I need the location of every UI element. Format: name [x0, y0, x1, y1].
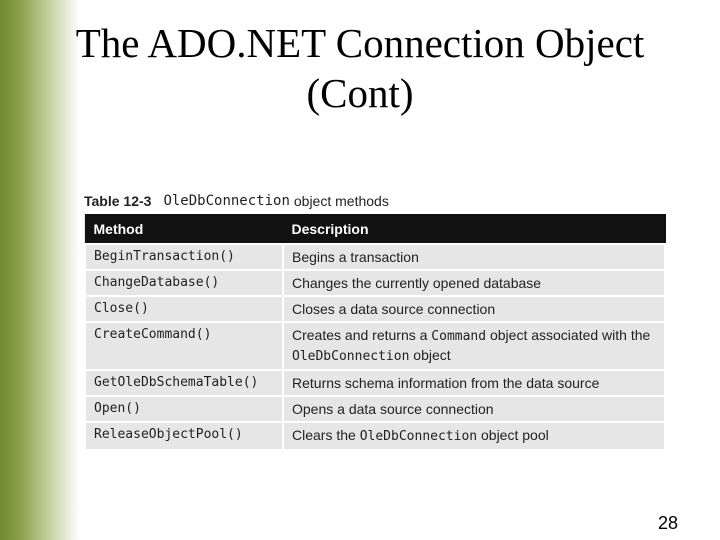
- description-cell: [283, 370, 665, 396]
- table-row: [85, 370, 665, 396]
- method-cell: ChangeDatabase(): [85, 270, 283, 296]
- methods-table-block: [84, 188, 666, 451]
- description-text: Clears the: [292, 427, 360, 443]
- description-text: object pool: [477, 427, 549, 443]
- header-description: Description: [283, 215, 665, 245]
- table-header-row: [85, 215, 665, 245]
- table-row: [85, 396, 665, 422]
- method-cell: ReleaseObjectPool(): [85, 422, 283, 450]
- description-text: object associated with the: [486, 327, 651, 343]
- page-number: 28: [657, 513, 678, 533]
- table-caption-number: Table 12-3: [84, 193, 152, 209]
- slide-title-line-2: (Cont): [306, 70, 414, 116]
- description-cell: [283, 244, 665, 270]
- method-cell: Close(): [85, 296, 283, 322]
- table-row: [85, 270, 665, 296]
- table-caption-code: OleDbConnection: [163, 193, 290, 209]
- description-text: Changes the currently opened database: [292, 275, 542, 291]
- description-code: OleDbConnection: [359, 429, 478, 444]
- description-cell: [283, 322, 665, 370]
- method-cell: GetOleDbSchemaTable(): [85, 370, 283, 396]
- description-text: Closes a data source connection: [292, 301, 496, 317]
- table-row: [85, 322, 665, 370]
- header-method: Method: [85, 215, 283, 245]
- table-row: [85, 422, 665, 450]
- description-cell: [283, 270, 665, 296]
- table-caption: [84, 188, 666, 214]
- slide-title-line-1: The ADO.NET Connection Object: [75, 20, 645, 66]
- table-body: [85, 244, 665, 450]
- description-code: Command: [431, 329, 487, 344]
- methods-table: [84, 214, 666, 451]
- description-code: OleDbConnection: [292, 349, 410, 364]
- description-text: object: [409, 347, 451, 363]
- description-text: Creates and returns a: [292, 327, 432, 343]
- table-row: [85, 296, 665, 322]
- description-cell: [283, 396, 665, 422]
- description-text: Returns schema information from the data source: [292, 375, 600, 391]
- table-caption-text: object methods: [293, 193, 389, 209]
- method-cell: BeginTransaction(): [85, 244, 283, 270]
- description-text: Begins a transaction: [292, 249, 419, 265]
- description-text: Opens a data source connection: [292, 401, 494, 417]
- method-cell: CreateCommand(): [85, 322, 283, 370]
- description-cell: [283, 422, 665, 450]
- table-row: [85, 244, 665, 270]
- slide-title: [40, 18, 680, 118]
- method-cell: Open(): [85, 396, 283, 422]
- description-cell: [283, 296, 665, 322]
